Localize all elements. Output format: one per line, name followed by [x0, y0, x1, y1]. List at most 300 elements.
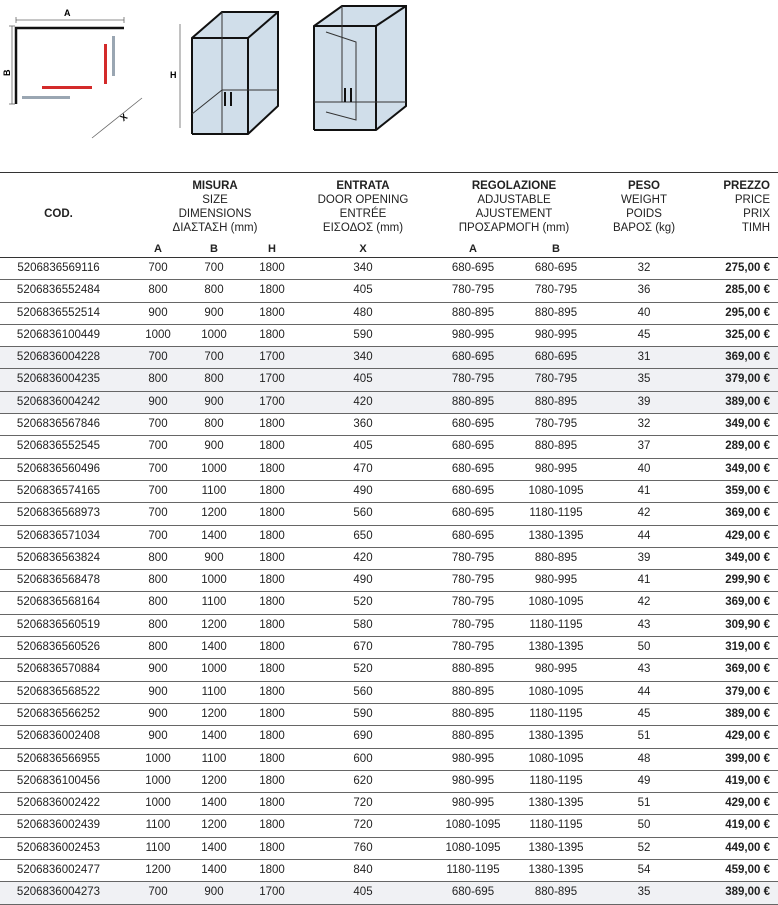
product-diagrams: [0, 0, 778, 172]
cell-prezzo: 369,00 €: [725, 507, 770, 520]
cell-prezzo: 379,00 €: [725, 685, 770, 698]
label-b: B: [2, 69, 12, 76]
cell-reg-a: 680-695: [451, 507, 495, 520]
table-row: [0, 280, 778, 302]
cell-cod: 5206836002453: [16, 841, 101, 854]
table-row: [0, 659, 778, 681]
cell-prezzo: 369,00 €: [725, 663, 770, 676]
cell-a: 800: [148, 373, 168, 386]
cell-peso: 39: [637, 551, 651, 564]
cell-peso: 35: [637, 886, 651, 899]
cell-b: 900: [204, 551, 224, 564]
cell-x: 405: [353, 373, 373, 386]
cell-h: 1800: [259, 284, 285, 297]
cell-x: 690: [353, 730, 373, 743]
table-row: [0, 815, 778, 837]
header-prezzo: PREZZO PRICE PRIX TIMH: [723, 180, 770, 234]
cell-prezzo: 349,00 €: [725, 418, 770, 431]
cell-h: 1800: [259, 306, 285, 319]
cell-h: 1800: [259, 328, 285, 341]
cell-peso: 52: [637, 841, 651, 854]
cell-b: 1400: [201, 797, 227, 810]
cell-cod: 5206836566252: [16, 707, 101, 720]
cell-reg-b: 980-995: [534, 328, 578, 341]
cell-prezzo: 289,00 €: [725, 440, 770, 453]
cell-cod: 5206836568973: [16, 507, 101, 520]
cell-a: 900: [148, 707, 168, 720]
table-row: [0, 682, 778, 704]
table-row: [0, 793, 778, 815]
cell-peso: 45: [637, 328, 651, 341]
enclosure-3d-view-2: [306, 2, 416, 142]
cell-x: 340: [353, 262, 373, 274]
cell-h: 1800: [259, 440, 285, 453]
cell-reg-a: 780-795: [451, 618, 495, 631]
cell-reg-b: 1080-1095: [528, 484, 584, 497]
table-row: [0, 414, 778, 436]
cell-b: 1000: [201, 574, 227, 587]
cell-reg-b: 980-995: [534, 574, 578, 587]
plan-view-diagram: [4, 6, 144, 146]
cell-prezzo: 429,00 €: [725, 529, 770, 542]
cell-reg-a: 1080-1095: [445, 819, 501, 832]
cell-reg-a: 680-695: [451, 418, 495, 431]
cell-cod: 5206836100449: [16, 328, 101, 341]
cell-b: 1000: [201, 462, 227, 475]
cell-x: 600: [353, 752, 373, 765]
cell-h: 1800: [259, 507, 285, 520]
subheader-a: A: [154, 243, 162, 255]
cell-peso: 50: [637, 819, 651, 832]
cell-reg-b: 1180-1195: [529, 618, 583, 631]
subheader-reg-b: B: [552, 243, 560, 255]
cell-b: 800: [204, 418, 224, 431]
cell-a: 700: [148, 262, 168, 274]
cell-b: 1100: [201, 752, 227, 765]
cell-reg-a: 880-895: [451, 663, 495, 676]
cell-b: 1200: [201, 774, 227, 787]
cell-reg-b: 780-795: [534, 418, 578, 431]
cell-peso: 50: [637, 641, 651, 654]
cell-prezzo: 419,00 €: [725, 774, 770, 787]
cell-b: 900: [204, 306, 224, 319]
cell-reg-a: 980-995: [451, 752, 495, 765]
table-row: [0, 771, 778, 793]
cell-reg-b: 980-995: [534, 663, 578, 676]
cell-reg-b: 1080-1095: [528, 596, 584, 609]
table-row: [0, 503, 778, 525]
cell-a: 800: [148, 641, 168, 654]
cell-prezzo: 389,00 €: [725, 707, 770, 720]
cell-prezzo: 459,00 €: [725, 864, 770, 877]
cell-b: 1400: [201, 841, 227, 854]
cell-h: 1700: [259, 886, 285, 899]
cell-b: 1400: [201, 730, 227, 743]
cell-a: 1100: [145, 841, 171, 854]
cell-h: 1800: [259, 841, 285, 854]
cell-b: 700: [204, 351, 224, 364]
cell-prezzo: 349,00 €: [725, 551, 770, 564]
table-row: [0, 303, 778, 325]
cell-a: 700: [148, 886, 168, 899]
cell-x: 360: [353, 418, 373, 431]
cell-prezzo: 309,90 €: [725, 618, 770, 631]
cell-x: 560: [353, 685, 373, 698]
cell-cod: 5206836563824: [16, 551, 101, 564]
header-peso: PESO WEIGHT POIDS ΒΑΡΟΣ (kg): [612, 180, 676, 234]
cell-reg-a: 880-895: [451, 707, 495, 720]
cell-a: 700: [148, 351, 168, 364]
table-row: [0, 726, 778, 748]
cell-reg-a: 880-895: [451, 730, 495, 743]
cell-x: 670: [353, 641, 373, 654]
cell-reg-b: 780-795: [534, 373, 578, 386]
cell-reg-b: 1380-1395: [528, 730, 584, 743]
cell-prezzo: 285,00 €: [725, 284, 770, 297]
cell-h: 1800: [259, 596, 285, 609]
label-a: A: [64, 8, 71, 18]
cell-h: 1800: [259, 551, 285, 564]
table-row: [0, 459, 778, 481]
cell-b: 900: [204, 440, 224, 453]
cell-b: 1200: [201, 618, 227, 631]
cell-prezzo: 449,00 €: [725, 841, 770, 854]
table-row: [0, 325, 778, 347]
table-row: [0, 369, 778, 391]
table-row: [0, 481, 778, 503]
cell-prezzo: 319,00 €: [725, 641, 770, 654]
cell-cod: 5206836552514: [16, 306, 101, 319]
cell-a: 700: [148, 507, 168, 520]
cell-x: 760: [353, 841, 373, 854]
cell-a: 900: [148, 663, 168, 676]
cell-x: 840: [353, 864, 373, 877]
cell-x: 420: [353, 395, 373, 408]
header-regolazione: REGOLAZIONE ADJUSTABLE AJUSTEMENT ΠΡΟΣΑΡΜΟΓΗ (mm): [458, 180, 570, 234]
cell-reg-a: 780-795: [451, 551, 495, 564]
cell-peso: 44: [637, 685, 651, 698]
cell-h: 1700: [259, 373, 285, 386]
header-cod: COD.: [44, 208, 73, 220]
cell-reg-b: 1380-1395: [528, 529, 584, 542]
cell-peso: 54: [637, 864, 651, 877]
cell-a: 800: [148, 618, 168, 631]
cell-a: 700: [148, 440, 168, 453]
cell-reg-b: 680-695: [534, 351, 578, 364]
cell-cod: 5206836100456: [16, 774, 101, 787]
cell-b: 1200: [201, 819, 227, 832]
cell-reg-b: 1380-1395: [528, 641, 584, 654]
cell-x: 560: [353, 507, 373, 520]
cell-cod: 5206836004242: [16, 395, 101, 408]
cell-a: 900: [148, 395, 168, 408]
cell-cod: 5206836004228: [16, 351, 101, 364]
cell-a: 700: [148, 484, 168, 497]
cell-b: 800: [204, 373, 224, 386]
cell-prezzo: 369,00 €: [725, 596, 770, 609]
cell-cod: 5206836570884: [16, 663, 101, 676]
cell-b: 1000: [201, 663, 227, 676]
cell-x: 405: [353, 886, 373, 899]
cell-reg-a: 680-695: [451, 529, 495, 542]
table-row: [0, 570, 778, 592]
cell-prezzo: 419,00 €: [725, 819, 770, 832]
cell-cod: 5206836552484: [16, 284, 101, 297]
cell-peso: 48: [637, 752, 651, 765]
cell-x: 490: [353, 484, 373, 497]
cell-x: 590: [353, 707, 373, 720]
cell-reg-a: 680-695: [451, 484, 495, 497]
cell-peso: 37: [637, 440, 651, 453]
cell-b: 1200: [201, 507, 227, 520]
cell-b: 900: [204, 886, 224, 899]
cell-peso: 42: [637, 507, 651, 520]
table-row: [0, 749, 778, 771]
cell-h: 1800: [259, 774, 285, 787]
table-row: [0, 637, 778, 659]
cell-peso: 40: [637, 462, 651, 475]
cell-b: 1000: [201, 328, 227, 341]
cell-h: 1800: [259, 685, 285, 698]
enclosure-3d-view-1: [168, 2, 288, 142]
cell-h: 1800: [259, 529, 285, 542]
cell-reg-b: 1080-1095: [528, 685, 584, 698]
cell-reg-a: 780-795: [451, 596, 495, 609]
cell-prezzo: 369,00 €: [725, 351, 770, 364]
cell-a: 900: [148, 306, 168, 319]
table-body: [0, 258, 778, 905]
cell-cod: 5206836571034: [16, 529, 101, 542]
cell-b: 1400: [201, 641, 227, 654]
cell-b: 1100: [201, 596, 227, 609]
cell-a: 800: [148, 596, 168, 609]
cell-prezzo: 399,00 €: [725, 752, 770, 765]
cell-reg-b: 880-895: [534, 395, 578, 408]
table-row: [0, 526, 778, 548]
cell-reg-a: 980-995: [451, 774, 495, 787]
cell-x: 405: [353, 440, 373, 453]
cell-b: 1200: [201, 707, 227, 720]
cell-reg-a: 980-995: [451, 797, 495, 810]
cell-reg-a: 880-895: [451, 395, 495, 408]
cell-reg-b: 880-895: [534, 551, 578, 564]
cell-prezzo: 349,00 €: [725, 462, 770, 475]
cell-prezzo: 275,00 €: [725, 262, 770, 274]
cell-prezzo: 295,00 €: [725, 306, 770, 319]
cell-reg-b: 1180-1195: [529, 707, 583, 720]
cell-reg-b: 1180-1195: [529, 507, 583, 520]
cell-x: 480: [353, 306, 373, 319]
cell-reg-b: 1180-1195: [529, 819, 583, 832]
cell-prezzo: 429,00 €: [725, 730, 770, 743]
cell-a: 900: [148, 730, 168, 743]
cell-h: 1800: [259, 641, 285, 654]
cell-reg-b: 1380-1395: [528, 797, 584, 810]
cell-peso: 45: [637, 707, 651, 720]
cell-reg-a: 1080-1095: [445, 841, 501, 854]
cell-h: 1800: [259, 418, 285, 431]
cell-prezzo: 389,00 €: [725, 886, 770, 899]
cell-cod: 5206836004273: [16, 886, 101, 899]
cell-reg-b: 1380-1395: [528, 864, 584, 877]
cell-a: 1100: [145, 819, 171, 832]
table-header: [0, 172, 778, 257]
table-row: [0, 347, 778, 369]
cell-reg-a: 680-695: [451, 462, 495, 475]
cell-x: 405: [353, 284, 373, 297]
cell-peso: 43: [637, 618, 651, 631]
subheader-h: H: [268, 243, 276, 255]
cell-reg-b: 680-695: [534, 262, 578, 274]
cell-h: 1800: [259, 574, 285, 587]
cell-reg-b: 980-995: [534, 462, 578, 475]
cell-h: 1800: [259, 462, 285, 475]
cell-reg-b: 780-795: [534, 284, 578, 297]
table-row: [0, 615, 778, 637]
label-h: H: [170, 70, 177, 80]
header-entrata: ENTRATA DOOR OPENING ENTRÉE ΕΙΣΟΔΟΣ (mm): [317, 180, 409, 234]
cell-h: 1800: [259, 618, 285, 631]
cell-peso: 41: [637, 574, 651, 587]
table-row: [0, 392, 778, 414]
cell-a: 1000: [145, 752, 171, 765]
cell-reg-a: 880-895: [451, 685, 495, 698]
cell-cod: 5206836560496: [16, 462, 101, 475]
cell-peso: 35: [637, 373, 651, 386]
cell-cod: 5206836567846: [16, 418, 101, 431]
cell-reg-a: 680-695: [451, 886, 495, 899]
cell-b: 700: [204, 262, 224, 274]
table-row: [0, 838, 778, 860]
cell-b: 1400: [201, 529, 227, 542]
cell-h: 1700: [259, 351, 285, 364]
cell-prezzo: 389,00 €: [725, 395, 770, 408]
cell-h: 1800: [259, 707, 285, 720]
subheader-reg-a: A: [469, 243, 477, 255]
table-row: [0, 704, 778, 726]
cell-cod: 5206836552545: [16, 440, 101, 453]
cell-h: 1800: [259, 484, 285, 497]
cell-reg-b: 1180-1195: [529, 774, 583, 787]
table-row: [0, 882, 778, 904]
table-row: [0, 258, 778, 280]
table-row: [0, 860, 778, 882]
cell-prezzo: 325,00 €: [725, 328, 770, 341]
cell-reg-b: 1380-1395: [528, 841, 584, 854]
subheader-b: B: [210, 243, 218, 255]
cell-reg-a: 680-695: [451, 440, 495, 453]
cell-a: 700: [148, 462, 168, 475]
cell-b: 800: [204, 284, 224, 297]
cell-peso: 32: [637, 262, 651, 274]
cell-h: 1800: [259, 819, 285, 832]
cell-peso: 32: [637, 418, 651, 431]
cell-peso: 51: [637, 730, 651, 743]
cell-h: 1700: [259, 395, 285, 408]
cell-h: 1800: [259, 797, 285, 810]
cell-cod: 5206836569116: [17, 262, 100, 274]
table-row: [0, 592, 778, 614]
cell-reg-b: 1080-1095: [528, 752, 584, 765]
cell-reg-a: 680-695: [451, 351, 495, 364]
cell-a: 1000: [145, 328, 171, 341]
cell-a: 900: [148, 685, 168, 698]
cell-x: 720: [353, 797, 373, 810]
cell-reg-a: 980-995: [451, 328, 495, 341]
cell-x: 470: [353, 462, 373, 475]
cell-cod: 5206836560519: [16, 618, 101, 631]
cell-reg-a: 780-795: [451, 641, 495, 654]
table-row: [0, 548, 778, 570]
cell-x: 340: [353, 351, 373, 364]
cell-a: 700: [148, 529, 168, 542]
cell-prezzo: 299,90 €: [725, 574, 770, 587]
cell-x: 520: [353, 663, 373, 676]
cell-peso: 36: [637, 284, 651, 297]
cell-reg-a: 780-795: [451, 574, 495, 587]
cell-x: 650: [353, 529, 373, 542]
table-row: [0, 436, 778, 458]
cell-cod: 5206836560526: [16, 641, 101, 654]
cell-peso: 44: [637, 529, 651, 542]
cell-prezzo: 379,00 €: [725, 373, 770, 386]
cell-h: 1800: [259, 864, 285, 877]
cell-h: 1800: [259, 752, 285, 765]
cell-a: 1000: [145, 797, 171, 810]
cell-cod: 5206836002439: [16, 819, 101, 832]
cell-h: 1800: [259, 262, 285, 274]
cell-x: 620: [353, 774, 373, 787]
cell-a: 800: [148, 284, 168, 297]
cell-cod: 5206836004235: [16, 373, 101, 386]
cell-x: 490: [353, 574, 373, 587]
cell-cod: 5206836568478: [16, 574, 101, 587]
cell-cod: 5206836568522: [16, 685, 101, 698]
cell-b: 1100: [201, 685, 227, 698]
price-table: [0, 172, 778, 905]
cell-a: 1000: [145, 774, 171, 787]
cell-peso: 39: [637, 395, 651, 408]
cell-x: 590: [353, 328, 373, 341]
cell-reg-b: 880-895: [534, 886, 578, 899]
cell-peso: 31: [637, 351, 651, 364]
cell-a: 800: [148, 551, 168, 564]
cell-x: 580: [353, 618, 373, 631]
cell-peso: 43: [637, 663, 651, 676]
cell-prezzo: 429,00 €: [725, 797, 770, 810]
subheader-x: X: [359, 243, 367, 255]
cell-x: 720: [353, 819, 373, 832]
label-x: X: [118, 111, 130, 124]
cell-cod: 5206836566955: [16, 752, 101, 765]
cell-reg-a: 780-795: [451, 373, 495, 386]
cell-cod: 5206836002477: [16, 864, 101, 877]
cell-x: 520: [353, 596, 373, 609]
cell-h: 1800: [259, 663, 285, 676]
cell-peso: 42: [637, 596, 651, 609]
cell-reg-b: 880-895: [534, 440, 578, 453]
cell-peso: 40: [637, 306, 651, 319]
cell-reg-a: 880-895: [451, 306, 495, 319]
cell-peso: 51: [637, 797, 651, 810]
cell-reg-a: 680-695: [451, 262, 495, 274]
cell-a: 800: [148, 574, 168, 587]
cell-b: 1400: [201, 864, 227, 877]
cell-reg-b: 880-895: [534, 306, 578, 319]
cell-prezzo: 359,00 €: [725, 484, 770, 497]
cell-peso: 41: [637, 484, 651, 497]
header-misura: MISURA SIZE DIMENSIONS ΔΙΑΣΤΑΣΗ (mm): [172, 180, 258, 234]
